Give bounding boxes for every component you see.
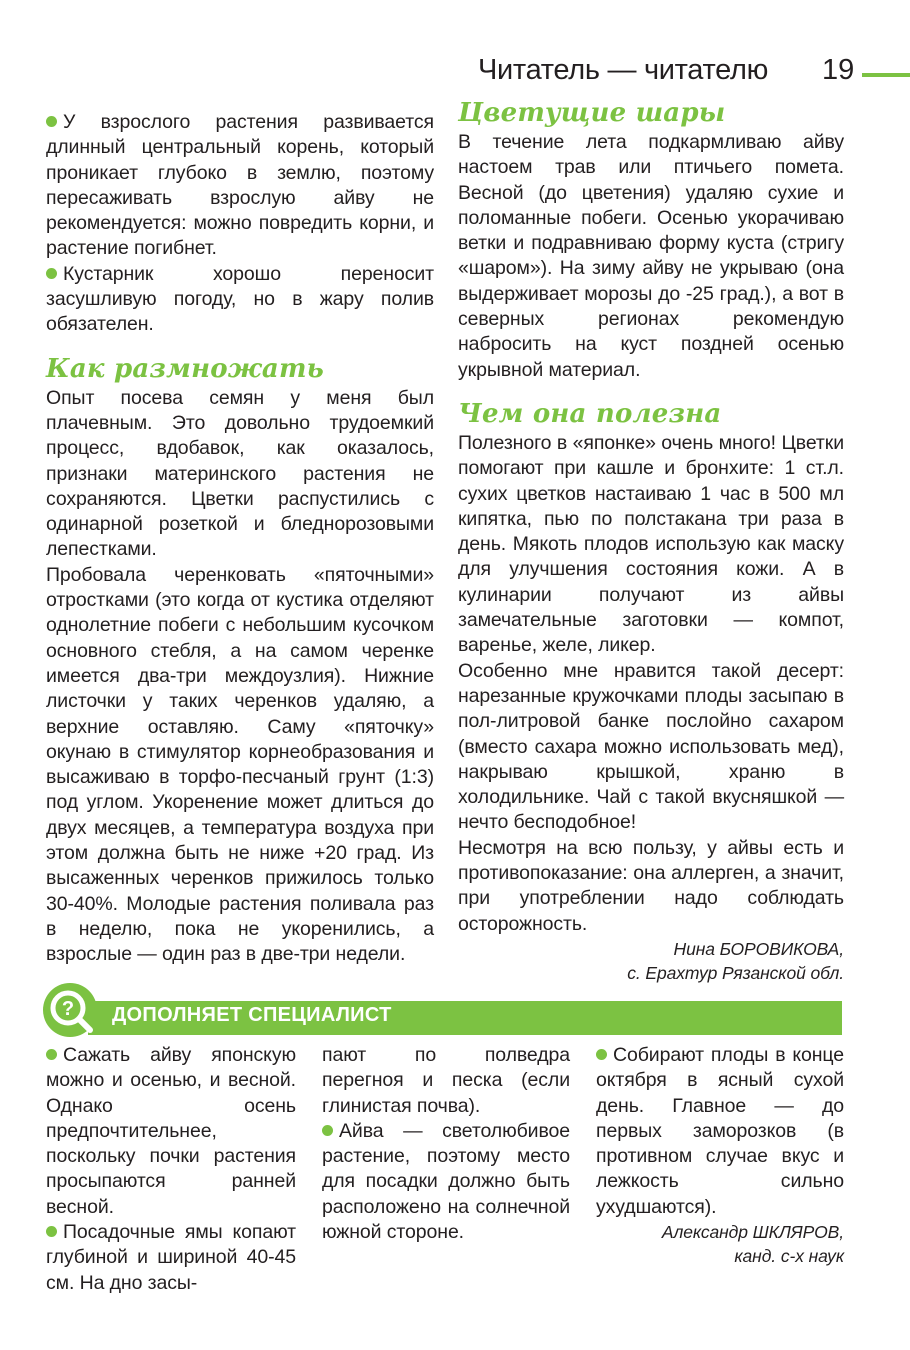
heading-blooming-balls: Цветущие шары	[458, 98, 726, 128]
heading-propagation: Как размножать	[46, 353, 325, 384]
care-paragraph: В течение лета подкармливаю айву настоем трав или птичьего помета. Весной (до цветения) удаляю сухие и поломанные побеги. Осенью укорачиваю ветки и подравниваю форму куста (стригу «шаром»). На зиму айву не укрываю (она выдерживает морозы до -25 град.), а вот в северных регионах рекомендую набросить на куст поздней осенью укрывной материал.	[458, 131, 844, 381]
benefits-paragraph-1: Полезного в «японке» очень много! Цветки помогают при кашле и бронхите: 1 ст.л. сухих цветков настаиваю 1 час в 500 мл кипятка, пью по полстакана три раза в день. Мякоть плодов использую как маску для улучшения состояния кожи. А в кулинарии получают из айвы замечательные заготовки — компот, варенье, желе, ликер.	[458, 431, 844, 657]
specialist-continuation: пают по полведра перегноя и песка (если глинистая почва).	[322, 1044, 570, 1117]
specialist-column-2	[322, 1043, 570, 1245]
header-rule	[862, 73, 910, 77]
section-title: Читатель — читателю	[478, 54, 769, 86]
bullet-icon	[46, 268, 57, 279]
bullet-icon	[322, 1125, 333, 1136]
specialist-bullet-4: Собирают плоды в конце октября в ясный сухой день. Главное — до первых заморозков (в противном случае вкус и лежкость сильно ухудшаются).	[596, 1044, 844, 1218]
author-name: Нина БОРОВИКОВА,	[673, 938, 844, 959]
bullet-icon	[46, 1049, 57, 1060]
specialist-column-1	[46, 1043, 296, 1296]
bullet-icon	[46, 116, 57, 127]
specialist-bullet-1: Сажать айву японскую можно и осенью, и весной. Однако осень предпочтительнее, поскольку почки растения просыпаются ранней весной.	[46, 1044, 296, 1218]
specialist-author-title: канд. с-х наук	[734, 1246, 844, 1267]
left-bullet-2: Кустарник хорошо переносит засушливую погоду, но в жару полив обязателен.	[46, 262, 434, 336]
specialist-column-3	[596, 1043, 844, 1268]
specialist-banner	[38, 982, 842, 1038]
svg-text:?: ?	[61, 998, 75, 1020]
heading-benefits: Чем она полезна	[458, 398, 722, 429]
page-header	[478, 54, 910, 98]
specialist-bullet-2: Посадочные ямы копают глубиной и шириной 40-45 см. На дно засы-	[46, 1221, 296, 1294]
left-bullet-1: У взрослого растения развивается длинный центральный корень, который проникает глубоко в землю, поэтому пересаживать взрослую айву не рекомендуется: можно повредить корни, и растение погибнет.	[46, 111, 434, 260]
bullet-icon	[46, 1226, 57, 1237]
benefits-paragraph-2: Особенно мне нравится такой десерт: нарезанные кружочками плоды засыпаю в пол-литровой банке послойно сахаром (вместо сахара можно использовать мед), накрываю крышкой, храню в холодильнике. Чай с такой вкусняшкой — нечто бесподобное!	[458, 659, 844, 834]
bullet-icon	[596, 1049, 607, 1060]
author-location: с. Ерахтур Рязанской обл.	[627, 962, 844, 983]
propagation-paragraph-2: Пробовала черенковать «пяточными» отростками (это когда от кустика отделяют однолетние побеги с небольшим кусочком основного стебля, а на самом черенке имеется два-три междоузлия). Нижние листочки у таких черенков удаляю, а верхние оставляю. Саму «пяточку» окунаю в стимулятор корнеобразования и высаживаю в торфо-песчаный грунт (1:3) под углом. Укоренение может длиться до двух месяцев, а температура воздуха при этом должна быть не ниже +20 град. Из высаженных черенков прижилось только 30-40%. Молодые растения поливала раз в неделю, пока не укоренились, а взрослые — один раз в две-три недели.	[46, 563, 434, 966]
right-column	[458, 96, 844, 985]
magnifier-question-icon	[38, 982, 110, 1042]
specialist-author: Александр ШКЛЯРОВ,	[661, 1222, 844, 1243]
banner-label: ДОПОЛНЯЕТ СПЕЦИАЛИСТ	[112, 1004, 392, 1026]
benefits-paragraph-3: Несмотря на всю пользу, у айвы есть и противопоказание: она аллерген, а значит, при употреблении надо соблюдать осторожность.	[458, 836, 844, 935]
page-number: 19	[822, 54, 855, 86]
left-column	[46, 110, 434, 968]
propagation-paragraph-1: Опыт посева семян у меня был плачевным. Это довольно трудоемкий процесс, вдобавок, как оказалось, признаки материнского растения не сохраняются. Цветки распустились с одинарной розеткой и бледнорозовыми лепестками.	[46, 386, 434, 561]
specialist-bullet-3: Айва — светолюбивое растение, поэтому место для посадки должно быть расположено на солнечной южной стороне.	[322, 1119, 570, 1244]
